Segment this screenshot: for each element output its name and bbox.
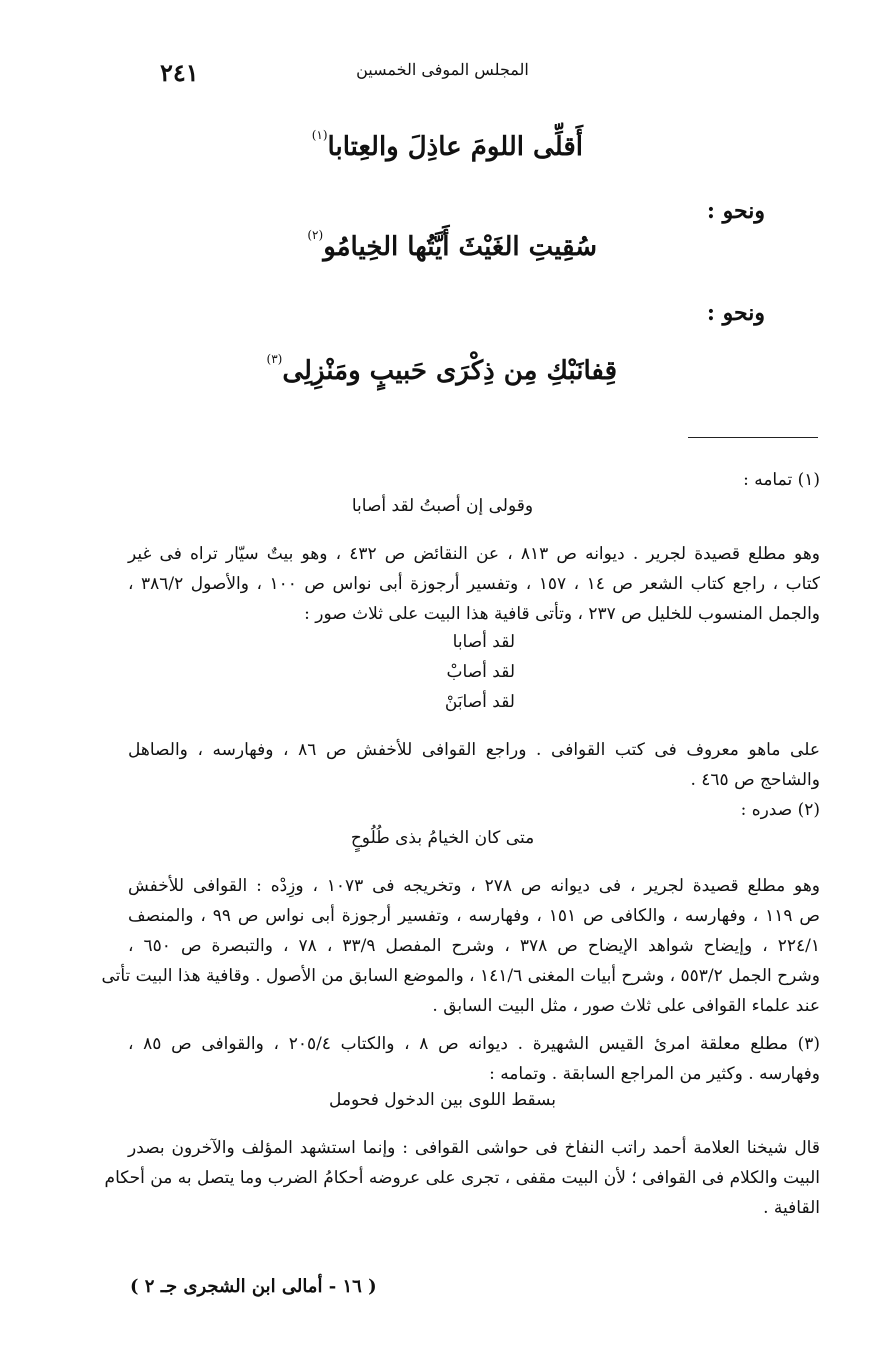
verse-2-footnote-ref: (٢) — [307, 228, 324, 242]
rhyme-form: لقد أصابا — [452, 632, 515, 652]
intro-2: ونحو : — [706, 198, 765, 224]
verse-1-text: أَقلِّى اللومَ عاذِلَ والعِتابا — [327, 132, 583, 162]
footnote-1-line: والشاحج ص ٤٦٥ . — [690, 770, 820, 790]
footnote-3-line: القافية . — [763, 1198, 820, 1218]
verse-2-text: سُقِيتِ الغَيْثَ أَيَّتُها الخِيامُو — [323, 232, 597, 262]
footnote-3-line: البيت والكلام فى القوافى ؛ لأن البيت مقفى ، تجرى على عروضه أحكامُ الضرب وما يتصل به من أحكام — [104, 1168, 820, 1188]
footnote-2-label: (٢) صدره : — [740, 800, 820, 820]
verse-1 — [311, 128, 583, 162]
footnote-2-line: عند علماء القوافى على ثلاث صور ، مثل البيت السابق . — [432, 996, 820, 1016]
footnote-1-verse: وقولى إن أصبتُ لقد أصابا — [351, 496, 534, 516]
running-header: المجلس الموفى الخمسين — [356, 60, 529, 79]
rhyme-form: لقد أصابْ — [446, 662, 515, 682]
footnote-1-line: والجمل المنسوب للخليل ص ٢٣٧ ، وتأتى قافية هذا البيت على ثلاث صور : — [304, 604, 820, 624]
intro-3: ونحو : — [706, 300, 765, 326]
footnote-2-line: ص ١١٩ ، وفهارسه ، والكافى ص ١٥١ ، وفهارسه ، وتفسير أرجوزة أبى نواس ص ٩٩ ، والمنصف — [128, 906, 820, 926]
verse-3-text: قِفانَبْكِ مِن ذِكْرَى حَبيبٍ ومَنْزِلِى — [282, 356, 617, 386]
footnote-separator — [688, 437, 818, 438]
verse-2 — [307, 228, 597, 262]
footnote-1-label: (١) تمامه : — [743, 470, 820, 490]
footnote-3-verse: بسقط اللوى بين الدخول فحومل — [328, 1090, 556, 1110]
footnote-1-line: كتاب ، راجع كتاب الشعر ص ١٤ ، ١٥٧ ، وتفسير أرجوزة أبى نواس ص ١٠٠ ، والأصول ٣٨٦/٢ ، — [128, 574, 820, 594]
verse-3 — [266, 352, 617, 386]
footnote-2-line: وهو مطلع قصيدة لجرير ، فى ديوانه ص ٢٧٨ ، وتخريجه فى ١٠٧٣ ، وزِدْه : القوافى للأخفش — [128, 876, 820, 896]
footnote-3-line: (٣) مطلع معلقة امرئ القيس الشهيرة . ديوانه ص ٨ ، والكتاب ٢٠٥/٤ ، والقوافى ص ٨٥ ، — [128, 1034, 821, 1054]
footnote-2-line: وشرح الجمل ٥٥٣/٢ ، وشرح أبيات المغنى ١٤١/٦ ، والموضع السابق من الأصول . وقافية هذا البيت تأتى — [101, 966, 820, 986]
verse-3-footnote-ref: (٣) — [266, 352, 283, 366]
footnote-2-verse: متى كان الخيامُ بذى طُلُوحٍ — [350, 828, 535, 848]
verse-1-footnote-ref: (١) — [311, 128, 328, 142]
footnote-3-line: قال شيخنا العلامة أحمد راتب النفاخ فى حواشى القوافى : وإنما استشهد المؤلف والآخرون بصدر — [128, 1138, 820, 1158]
rhyme-form: لقد أصابَنْ — [444, 692, 515, 712]
footnote-2-line: ٢٢٤/١ ، وإيضاح شواهد الإيضاح ص ٣٧٨ ، وشرح المفصل ٣٣/٩ ، ٧٨ ، والتبصرة ص ٦٥٠ ، — [128, 936, 820, 956]
footnote-1-line: على ماهو معروف فى كتب القوافى . وراجع القوافى للأخفش ص ٨٦ ، وفهارسه ، والصاهل — [128, 740, 820, 760]
page-number: ٢٤١ — [160, 58, 199, 87]
volume-signature: ( ١٦ - أمالى ابن الشجرى جـ ٢ ) — [130, 1276, 377, 1297]
footnote-3-line: وفهارسه . وكثير من المراجع السابقة . وتمامه : — [489, 1064, 820, 1084]
footnote-1-line: وهو مطلع قصيدة لجرير . ديوانه ص ٨١٣ ، عن النقائض ص ٤٣٢ ، وهو بيتٌ سيّار تراه فى غير — [128, 544, 821, 564]
